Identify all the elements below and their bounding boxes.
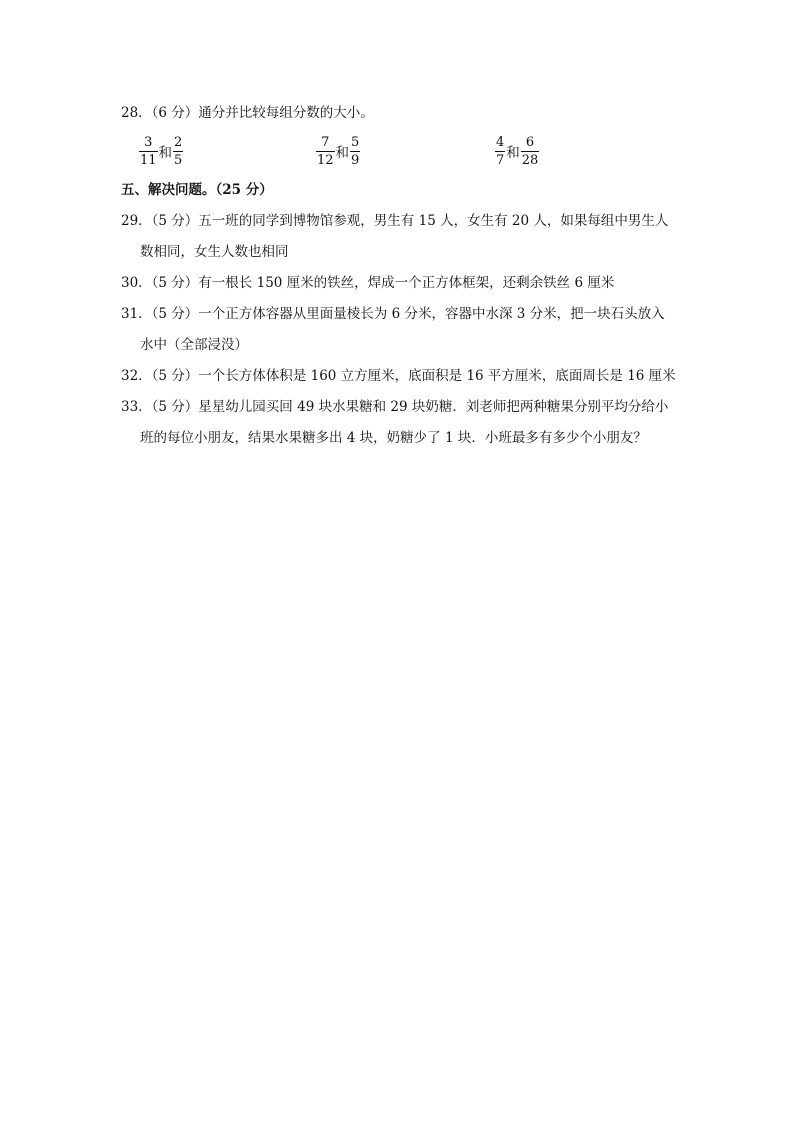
numerator: 6	[525, 134, 535, 150]
question-33-line-2: 班的每位小朋友，结果水果糖多出 4 块，奶糖少了 1 块．小班最多有多少个小朋友？	[140, 430, 647, 446]
fraction	[173, 135, 183, 168]
joiner-text: 和	[335, 145, 350, 161]
question-30-line-1: 30．（5 分）有一根长 150 厘米的铁丝，焊成一个正方体框架，还剩余铁丝 6 厘米	[121, 275, 615, 291]
fraction	[139, 135, 158, 168]
fraction-pair-2	[316, 133, 360, 169]
numerator: 2	[174, 134, 183, 150]
numerator: 5	[351, 134, 360, 150]
question-28-text: 28．（6 分）通分并比较每组分数的大小。	[121, 105, 374, 121]
question-29-line-1: 29．（5 分）五一班的同学到博物馆参观，男生有 15 人，女生有 20 人，如果每组中男生人	[121, 213, 669, 229]
fraction	[521, 135, 540, 168]
numerator: 3	[144, 134, 153, 150]
denominator: 28	[521, 152, 539, 168]
denominator: 7	[496, 152, 505, 168]
denominator: 11	[140, 152, 157, 168]
question-28-fraction-pairs	[0, 133, 794, 169]
question-33-line-1: 33．（5 分）星星幼儿园买回 49 块水果糖和 29 块奶糖．刘老师把两种糖果分别平均分给小	[121, 399, 669, 415]
question-31-line-2: 水中（全部浸没）	[140, 337, 248, 353]
denominator: 9	[351, 152, 360, 168]
fraction-pair-1	[139, 133, 183, 169]
question-32-line-1: 32．（5 分）一个长方体体积是 160 立方厘米，底面积是 16 平方厘米，底面周长是 16 厘米	[121, 368, 676, 384]
fraction-pair-3	[495, 133, 539, 169]
fraction	[495, 135, 505, 168]
question-31-line-1: 31．（5 分）一个正方体容器从里面量棱长为 6 分米，容器中水深 3 分米，把一块石头放入	[121, 306, 665, 322]
numerator: 7	[321, 134, 330, 150]
fraction	[350, 135, 360, 168]
question-29-line-2: 数相同，女生人数也相同	[140, 244, 289, 260]
denominator: 12	[317, 152, 334, 168]
joiner-text: 和	[158, 145, 173, 161]
fraction	[316, 135, 335, 168]
section-heading: 五、解决问题。（25 分）	[121, 182, 273, 198]
numerator: 4	[496, 134, 505, 150]
joiner-text: 和	[506, 145, 520, 161]
denominator: 5	[174, 152, 183, 168]
